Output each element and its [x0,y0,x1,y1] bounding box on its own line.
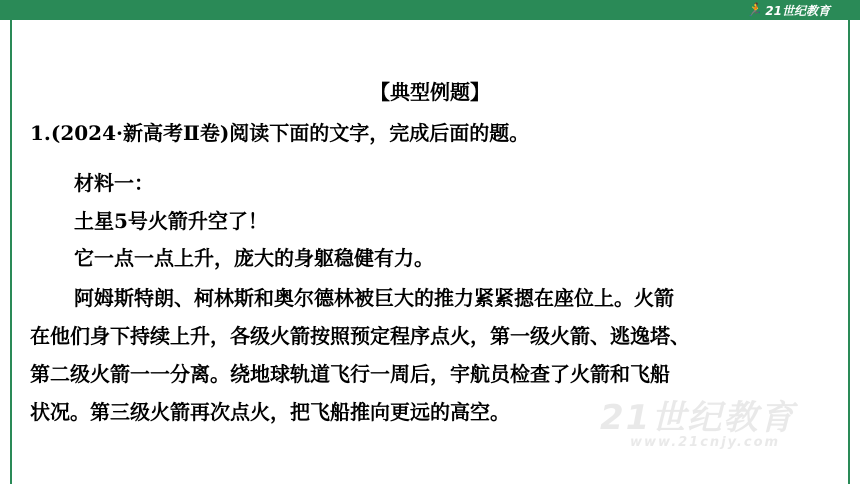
paragraph-3-line-3: 第二级火箭一一分离。绕地球轨道飞行一周后，宇航员检查了火箭和飞船 [30,362,670,386]
paragraph-3-line-2: 在他们身下持续上升，各级火箭按照预定程序点火，第一级火箭、逃逸塔、 [30,324,690,348]
section-heading: 【典型例题】 [370,80,490,104]
material-label: 材料一： [74,171,154,195]
question-text: 1.(2024·新高考Ⅱ卷)阅读下面的文字，完成后面的题。 [30,121,530,145]
brand-logo-text: 21世纪教育 [765,3,830,18]
brand-watermark [600,390,795,450]
watermark-url-text: www.21cnjy.com [630,435,781,450]
brand-logo [746,1,830,19]
paragraph-3-line-4: 状况。第三级火箭再次点火，把飞船推向更远的高空。 [30,400,510,424]
runner-icon: 🏃 [746,2,763,18]
paragraph-1: 土星5号火箭升空了！ [74,209,268,233]
watermark-main-text: 21世纪教育 [600,398,796,438]
top-banner [0,0,860,20]
paragraph-3-line-1: 阿姆斯特朗、柯林斯和奥尔德林被巨大的推力紧紧摁在座位上。火箭 [74,286,674,310]
paragraph-2: 它一点一点上升，庞大的身躯稳健有力。 [74,246,434,270]
